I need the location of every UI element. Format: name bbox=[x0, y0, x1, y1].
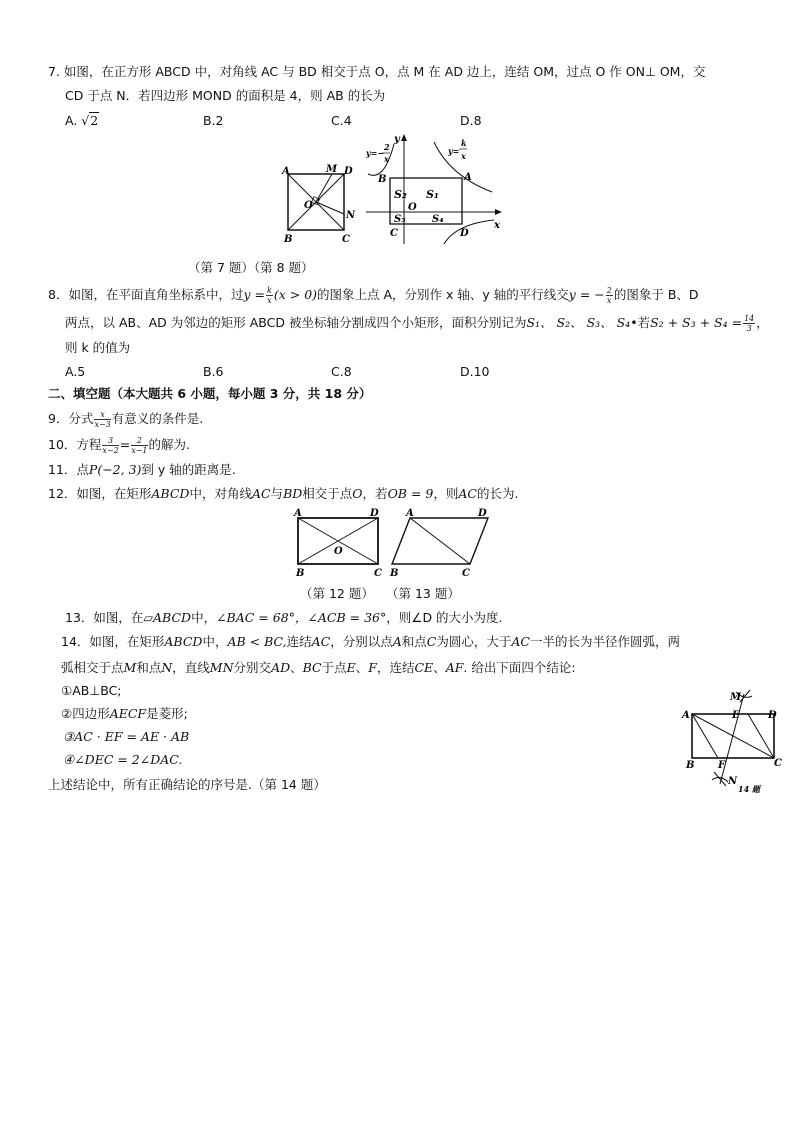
q14-fig-label-m: M bbox=[730, 692, 742, 703]
q7-fig-label-a: A bbox=[282, 166, 290, 177]
q8-fig-left-fn-num: 2 bbox=[384, 142, 390, 152]
q8-stem-line2: 两点，以 AB、AD 为邻边的矩形 ABCD 被坐标轴分割成四个小矩形，面积分别记为S₁、 S₂、 S₃、 S₄•若S₂ + S₃ + S₄ = $\frac{14}{3}$ ， bbox=[65, 314, 769, 333]
q8-fig-left-fn-lhs: y=− bbox=[366, 148, 385, 158]
q14-summary: 上述结论中，所有正确结论的序号是.（第 14 题） bbox=[48, 777, 326, 792]
q7-fig-label-o: O bbox=[304, 200, 313, 211]
q14-conclusion-2: ②四边形AECF是菱形; bbox=[61, 706, 188, 721]
q12-fig-label-a: A bbox=[294, 508, 302, 519]
q12-fig-label-c: C bbox=[374, 568, 382, 579]
q14-fig-label-e: E bbox=[732, 710, 740, 721]
q14-fig-label-d: D bbox=[768, 710, 777, 721]
q14-figure bbox=[680, 688, 786, 794]
q14-conclusion-4: ④∠DEC = 2∠DAC. bbox=[63, 752, 183, 767]
q13-fig-label-c: C bbox=[462, 568, 470, 579]
q13-fig-label-a: A bbox=[406, 508, 414, 519]
q13-fig-label-b: B bbox=[390, 568, 399, 579]
q13-fig-label-d: D bbox=[478, 508, 487, 519]
q14-conclusion-1: ①AB⊥BC; bbox=[61, 683, 122, 698]
section-2-heading: 二、填空题（本大题共 6 小题，每小题 3 分，共 18 分） bbox=[48, 386, 372, 401]
q10-stem: 10．方程 $\frac{3}{x-2}$ = $\frac{2}{x-1}$ 的解为. bbox=[48, 436, 191, 455]
q8-stem-line3: 则 k 的值为 bbox=[65, 340, 131, 355]
q8-fig-label-a: A bbox=[464, 172, 472, 183]
q8-fig-label-b: B bbox=[378, 174, 387, 185]
q8-fig-s3: S₃ bbox=[394, 214, 406, 225]
q12-fig-label-o: O bbox=[334, 546, 343, 557]
q14-fig-label-b: B bbox=[686, 760, 695, 771]
q7-figure bbox=[280, 162, 360, 254]
q9-stem: 9．分式 $\frac{x}{x-3}$ 有意义的条件是. bbox=[48, 410, 204, 429]
q14-conclusion-3: ③AC · EF = AE · AB bbox=[63, 729, 190, 744]
q14-stem-line1: 14．如图，在矩形ABCD中，AB < BC,连结AC，分别以点A和点C为圆心，大于AC一半的长为半径作圆弧，两 bbox=[61, 634, 680, 649]
q7-fig-label-d: D bbox=[344, 166, 353, 177]
q13-stem: 13．如图，在▱ABCD中，∠BAC = 68°，∠ACB = 36°，则∠D 的大小为度. bbox=[65, 610, 503, 625]
q8-fig-s4: S₄ bbox=[432, 214, 444, 225]
q8-fig-label-c: C bbox=[390, 228, 398, 239]
q8-option-b: B.6 bbox=[203, 364, 224, 379]
q8-fig-right-fn-num: k bbox=[461, 138, 467, 148]
q12-figure bbox=[290, 506, 390, 582]
q7-option-b: B.2 bbox=[203, 113, 224, 128]
q14-fig-label-a: A bbox=[682, 710, 690, 721]
q8-option-a: A.5 bbox=[65, 364, 86, 379]
q14-fig-caption-partial: 14 题 bbox=[738, 784, 760, 794]
q13-caption: （第 13 题） bbox=[386, 586, 460, 601]
q8-option-d: D.10 bbox=[460, 364, 490, 379]
q12-fig-label-b: B bbox=[296, 568, 305, 579]
q7-fig-label-m: M bbox=[326, 164, 338, 175]
q14-stem-line2: 弧相交于点M和点N，直线MN分别交AD、BC于点E、F，连结CE、AF. 给出下面四个结论: bbox=[61, 660, 576, 675]
q7-option-c: C.4 bbox=[331, 113, 352, 128]
q8-fig-s2: S₂ bbox=[394, 188, 407, 201]
q7-fig-label-b: B bbox=[284, 234, 293, 245]
q12-stem: 12．如图，在矩形ABCD中，对角线AC与BD相交于点O，若OB = 9，则AC的长为. bbox=[48, 486, 519, 501]
q14-fig-label-n: N bbox=[728, 776, 738, 787]
q8-fig-right-fn-den: x bbox=[461, 151, 466, 161]
q7-option-d: D.8 bbox=[460, 113, 482, 128]
q8-fig-x-axis: x bbox=[494, 220, 500, 231]
q11-stem: 11．点P(−2, 3)到 y 轴的距离是. bbox=[48, 462, 236, 477]
q8-fig-y-axis: y bbox=[394, 134, 400, 145]
q7-fig-label-n: N bbox=[346, 210, 356, 221]
q7-stem-line2: CD 于点 N．若四边形 MOND 的面积是 4，则 AB 的长为 bbox=[65, 88, 386, 103]
q8-stem-line1: 8．如图，在平面直角坐标系中，过y = $\frac{k}{x}$ (x > 0)的图象上点 A，分别作 x 轴、y 轴的平行线交y = − $\frac{2}{x}$ 的图象于 B、D bbox=[48, 286, 699, 305]
q8-fig-origin: O bbox=[408, 202, 417, 213]
q7-fig-label-c: C bbox=[342, 234, 350, 245]
q14-fig-label-f: F bbox=[718, 760, 726, 771]
q13-figure bbox=[386, 506, 496, 582]
q7-q8-caption: （第 7 题）（第 8 题） bbox=[188, 260, 314, 275]
q12-caption: （第 12 题） bbox=[300, 586, 374, 601]
q8-fig-right-fn-lhs: y= bbox=[448, 146, 460, 156]
q8-fig-left-fn-den: x bbox=[384, 154, 389, 164]
q14-fig-label-c: C bbox=[774, 758, 782, 769]
q8-fig-label-d: D bbox=[460, 228, 469, 239]
q8-option-c: C.8 bbox=[331, 364, 352, 379]
q7-stem-line1: 7. 如图，在正方形 ABCD 中，对角线 AC 与 BD 相交于点 O，点 M 在 AD 边上，连结 OM，过点 O 作 ON⊥ OM，交 bbox=[48, 64, 706, 79]
q12-fig-label-d: D bbox=[370, 508, 379, 519]
q7-option-a: A. √2 bbox=[65, 113, 99, 128]
q8-figure bbox=[364, 132, 508, 248]
q8-fig-s1: S₁ bbox=[426, 188, 439, 201]
